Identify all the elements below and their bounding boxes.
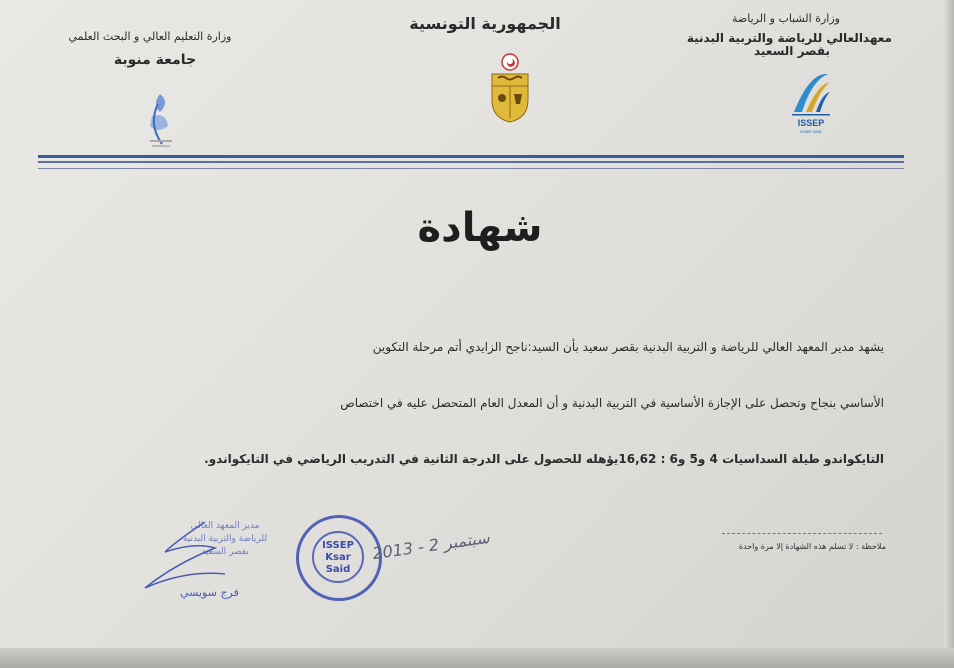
- note-divider: [722, 533, 882, 534]
- institute-name-line1: معهدالعالي للرياضة والتربية البدنية: [686, 31, 892, 45]
- issep-logo-icon: [786, 72, 836, 134]
- body-line-3: التايكواندو طيلة السداسيات 4 و5 و6 : 16,62يؤهله للحصول على الدرجة الثانية في التدريب الرياضي في التايكواندو.: [204, 452, 884, 466]
- note-text: ملاحظة : لا تسلم هذه الشهادة إلا مرة واحدة: [738, 542, 886, 551]
- republic-title: الجمهورية التونسية: [409, 14, 561, 33]
- stamp-text: ISSEP Ksar Said: [322, 540, 354, 575]
- ministry-higher-education: وزارة التعليم العالي و البحث العلمي: [68, 30, 232, 43]
- handwritten-date: 2013 - سبتمبر 2: [371, 527, 491, 564]
- paper-edge-right: [944, 0, 954, 668]
- issep-logo-text: ISSEP: [797, 118, 825, 128]
- institute-name: [686, 31, 892, 58]
- header-divider: [38, 155, 904, 158]
- signature-title-line: مدير المعهد العالي: [190, 521, 260, 531]
- university-name: جامعة منوبة: [113, 52, 197, 68]
- ministry-youth-sports: وزارة الشباب و الرياضة: [732, 12, 840, 25]
- paper-edge-bottom: [0, 648, 954, 668]
- signature-title-line: بقصر السعيد: [201, 547, 249, 557]
- certificate-title: شهادة: [417, 205, 543, 251]
- body-line-1: يشهد مدير المعهد العالي للرياضة و التربية البدنية بقصر سعيد بأن السيد:ناجح الزايدي أتم مرحلة التكوين: [372, 340, 884, 354]
- university-logo-icon: [140, 92, 180, 152]
- header-divider-3: [38, 168, 904, 169]
- institute-name-line2: بقصر السعيد: [753, 44, 831, 58]
- signatory-name: فرج سويسي: [180, 586, 239, 599]
- issep-logo-subtext: KSAR SAID: [800, 129, 822, 134]
- body-line-2: الأساسي بنجاح وتحصل على الإجازة الأساسية في التربية البدنية و أن المعدل العام المتحصل عليه في اختصاص: [340, 396, 884, 410]
- signature-title-line: للرياضة والتربية البدنية: [182, 534, 268, 544]
- coat-of-arms-icon: [488, 50, 532, 124]
- header-divider-2: [38, 161, 904, 163]
